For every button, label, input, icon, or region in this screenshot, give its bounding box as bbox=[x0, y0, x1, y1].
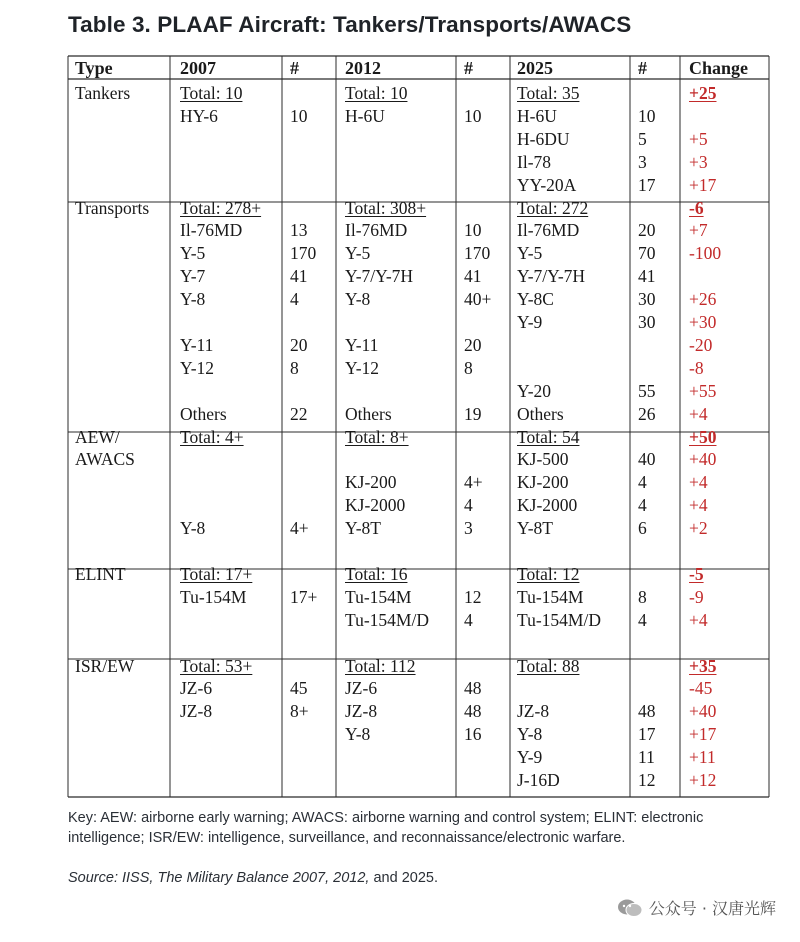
cell-n2007: 10 bbox=[290, 105, 308, 126]
change-total: +25 bbox=[689, 83, 717, 103]
table-key bbox=[68, 808, 703, 848]
header-n2012: # bbox=[464, 58, 473, 78]
cell-n2007: 41 bbox=[290, 266, 308, 287]
cell-y2007: JZ-6 bbox=[180, 678, 213, 699]
change-total: -5 bbox=[689, 563, 704, 584]
cell-n2012: 40+ bbox=[464, 289, 492, 310]
cell-y2025: J-16D bbox=[517, 770, 560, 790]
total-y2012: Total: 10 bbox=[345, 83, 408, 103]
cell-n2025: 40 bbox=[638, 449, 656, 470]
cell-y2012: Y-12 bbox=[345, 357, 380, 378]
cell-n2012: 48 bbox=[464, 701, 482, 722]
cell-y2025: Il-76MD bbox=[517, 220, 580, 241]
cell-y2025: Y-9 bbox=[517, 747, 543, 768]
change-value: -45 bbox=[689, 678, 713, 699]
change-total: +50 bbox=[689, 426, 717, 447]
cell-n2012: 4 bbox=[464, 495, 473, 516]
change-value: +2 bbox=[689, 518, 708, 539]
change-value: +30 bbox=[689, 312, 717, 332]
cell-n2025: 10 bbox=[638, 105, 656, 126]
key-line-2: intelligence; ISR/EW: intelligence, surveillance, and reconnaissance/electronic warfare. bbox=[68, 830, 626, 846]
cell-n2012: 4 bbox=[464, 609, 473, 630]
cell-y2007: Y-12 bbox=[180, 357, 215, 378]
change-value: +7 bbox=[689, 220, 708, 241]
type-label: ELINT bbox=[75, 563, 126, 584]
source-suffix: and 2025. bbox=[369, 870, 439, 886]
cell-y2025: KJ-500 bbox=[517, 449, 569, 470]
cell-n2025: 30 bbox=[638, 312, 656, 332]
cell-y2012: Others bbox=[345, 403, 392, 424]
cell-n2025: 17 bbox=[638, 174, 656, 195]
cell-y2025: Tu-154M/D bbox=[517, 609, 601, 630]
change-value: +5 bbox=[689, 128, 708, 149]
cell-y2012: Y-8T bbox=[345, 518, 381, 539]
cell-n2025: 26 bbox=[638, 403, 656, 424]
cell-n2025: 12 bbox=[638, 770, 656, 790]
cell-y2012: KJ-2000 bbox=[345, 495, 406, 516]
cell-n2025: 3 bbox=[638, 151, 647, 172]
change-total: +35 bbox=[689, 655, 717, 676]
header-y2012: 2012 bbox=[345, 58, 381, 78]
cell-y2025: Y-7/Y-7H bbox=[517, 266, 586, 287]
wechat-icon bbox=[617, 898, 643, 918]
cell-y2025: H-6U bbox=[517, 105, 557, 126]
cell-n2012: 20 bbox=[464, 334, 482, 355]
cell-n2025: 48 bbox=[638, 701, 656, 722]
cell-n2007: 20 bbox=[290, 334, 308, 355]
cell-n2007: 13 bbox=[290, 220, 308, 241]
total-y2012: Total: 16 bbox=[345, 563, 408, 584]
change-value: +40 bbox=[689, 701, 717, 722]
watermark bbox=[617, 896, 776, 919]
cell-n2012: 8 bbox=[464, 357, 473, 378]
cell-y2025: Tu-154M bbox=[517, 586, 584, 607]
type-label: AWACS bbox=[75, 449, 135, 470]
cell-y2025: KJ-2000 bbox=[517, 495, 578, 516]
cell-n2012: 41 bbox=[464, 266, 482, 287]
cell-y2012: Y-7/Y-7H bbox=[345, 266, 414, 287]
cell-y2007: JZ-8 bbox=[180, 701, 213, 722]
change-value: +11 bbox=[689, 747, 716, 768]
total-y2007: Total: 4+ bbox=[180, 426, 244, 447]
cell-n2025: 4 bbox=[638, 609, 647, 630]
cell-n2025: 6 bbox=[638, 518, 647, 539]
cell-y2012: H-6U bbox=[345, 105, 385, 126]
cell-y2007: Y-8 bbox=[180, 289, 206, 310]
cell-n2025: 30 bbox=[638, 289, 656, 310]
change-value: +3 bbox=[689, 151, 708, 172]
cell-n2012: 3 bbox=[464, 518, 473, 539]
cell-y2025: Il-78 bbox=[517, 151, 552, 172]
cell-n2025: 55 bbox=[638, 380, 656, 401]
source-title: The Military Balance 2007, 2012, bbox=[157, 870, 370, 886]
watermark-text: 公众号 · 汉唐光辉 bbox=[648, 899, 776, 918]
cell-y2025: YY-20A bbox=[517, 174, 577, 195]
total-y2025: Total: 88 bbox=[517, 655, 580, 676]
cell-y2012: Il-76MD bbox=[345, 220, 408, 241]
total-y2007: Total: 17+ bbox=[180, 563, 253, 584]
cell-n2025: 70 bbox=[638, 243, 656, 264]
cell-y2025: KJ-200 bbox=[517, 472, 569, 493]
change-value: +55 bbox=[689, 380, 717, 401]
change-value: -20 bbox=[689, 334, 713, 355]
cell-n2025: 5 bbox=[638, 128, 647, 149]
cell-y2025: H-6DU bbox=[517, 128, 570, 149]
table-title: Table 3. PLAAF Aircraft: Tankers/Transports/AWACS bbox=[68, 12, 632, 37]
key-line-1: Key: AEW: airborne early warning; AWACS: airborne warning and control system; ELINT: electronic bbox=[68, 810, 704, 826]
header-y2007: 2007 bbox=[180, 58, 216, 78]
cell-n2007: 4 bbox=[290, 289, 299, 310]
cell-y2025: Y-8T bbox=[517, 518, 553, 539]
cell-n2025: 20 bbox=[638, 220, 656, 241]
total-y2025: Total: 54 bbox=[517, 426, 580, 447]
cell-n2025: 41 bbox=[638, 266, 656, 287]
cell-n2025: 8 bbox=[638, 586, 647, 607]
cell-n2025: 4 bbox=[638, 495, 647, 516]
cell-y2007: Y-7 bbox=[180, 266, 206, 287]
cell-y2025: JZ-8 bbox=[517, 701, 550, 722]
total-y2025: Total: 272 bbox=[517, 197, 589, 218]
header-y2025: 2025 bbox=[517, 58, 553, 78]
total-y2012: Total: 112 bbox=[345, 655, 416, 676]
change-value: +12 bbox=[689, 770, 717, 790]
cell-n2007: 8 bbox=[290, 357, 299, 378]
change-value: -9 bbox=[689, 586, 704, 607]
type-label: Tankers bbox=[75, 83, 131, 103]
cell-n2025: 11 bbox=[638, 747, 655, 768]
cell-n2012: 10 bbox=[464, 105, 482, 126]
cell-n2007: 4+ bbox=[290, 518, 309, 539]
cell-n2012: 10 bbox=[464, 220, 482, 241]
cell-y2007: Il-76MD bbox=[180, 220, 243, 241]
cell-y2025: Y-9 bbox=[517, 312, 543, 332]
header-n2025: # bbox=[638, 58, 647, 78]
cell-y2012: JZ-6 bbox=[345, 678, 378, 699]
cell-y2007: Others bbox=[180, 403, 227, 424]
cell-y2012: Tu-154M/D bbox=[345, 609, 429, 630]
change-value: +4 bbox=[689, 495, 708, 516]
cell-y2012: Y-8 bbox=[345, 724, 371, 745]
cell-n2007: 45 bbox=[290, 678, 308, 699]
header-change: Change bbox=[689, 58, 749, 78]
change-value: +17 bbox=[689, 174, 717, 195]
total-y2025: Total: 12 bbox=[517, 563, 580, 584]
cell-n2012: 48 bbox=[464, 678, 482, 699]
change-value: +17 bbox=[689, 724, 717, 745]
cell-y2025: Y-5 bbox=[517, 243, 543, 264]
change-value: -100 bbox=[689, 243, 722, 264]
cell-y2025: Y-8 bbox=[517, 724, 543, 745]
cell-n2025: 17 bbox=[638, 724, 656, 745]
cell-y2007: Y-5 bbox=[180, 243, 206, 264]
cell-y2012: Y-5 bbox=[345, 243, 371, 264]
cell-y2012: KJ-200 bbox=[345, 472, 397, 493]
total-y2025: Total: 35 bbox=[517, 83, 580, 103]
change-total: -6 bbox=[689, 197, 704, 218]
change-value: +4 bbox=[689, 403, 708, 424]
cell-y2007: HY-6 bbox=[180, 105, 218, 126]
type-label: ISR/EW bbox=[75, 655, 135, 676]
cell-y2012: Y-8 bbox=[345, 289, 371, 310]
change-value: +40 bbox=[689, 449, 717, 470]
change-value: +4 bbox=[689, 609, 708, 630]
change-value: +26 bbox=[689, 289, 717, 310]
cell-n2025: 4 bbox=[638, 472, 647, 493]
cell-y2007: Y-11 bbox=[180, 334, 214, 355]
type-label: AEW/ bbox=[75, 426, 120, 447]
source-prefix: Source: IISS, bbox=[68, 870, 158, 886]
cell-n2007: 170 bbox=[290, 243, 317, 264]
cell-y2007: Tu-154M bbox=[180, 586, 247, 607]
cell-y2025: Others bbox=[517, 403, 564, 424]
total-y2012: Total: 8+ bbox=[345, 426, 409, 447]
cell-y2025: Y-8C bbox=[517, 289, 554, 310]
change-value: -8 bbox=[689, 357, 704, 378]
cell-y2012: JZ-8 bbox=[345, 701, 378, 722]
table-source bbox=[68, 868, 438, 888]
header-type: Type bbox=[75, 58, 113, 78]
cell-n2012: 170 bbox=[464, 243, 491, 264]
total-y2012: Total: 308+ bbox=[345, 197, 427, 218]
cell-y2012: Tu-154M bbox=[345, 586, 412, 607]
cell-y2012: Y-11 bbox=[345, 334, 379, 355]
cell-y2025: Y-20 bbox=[517, 380, 552, 401]
cell-n2007: 17+ bbox=[290, 586, 318, 607]
cell-n2012: 19 bbox=[464, 403, 482, 424]
cell-y2007: Y-8 bbox=[180, 518, 206, 539]
total-y2007: Total: 278+ bbox=[180, 197, 262, 218]
cell-n2012: 12 bbox=[464, 586, 482, 607]
cell-n2007: 22 bbox=[290, 403, 308, 424]
total-y2007: Total: 53+ bbox=[180, 655, 253, 676]
cell-n2007: 8+ bbox=[290, 701, 309, 722]
header-n2007: # bbox=[290, 58, 299, 78]
cell-n2012: 16 bbox=[464, 724, 482, 745]
cell-n2012: 4+ bbox=[464, 472, 483, 493]
total-y2007: Total: 10 bbox=[180, 83, 243, 103]
change-value: +4 bbox=[689, 472, 708, 493]
type-label: Transports bbox=[75, 197, 150, 218]
